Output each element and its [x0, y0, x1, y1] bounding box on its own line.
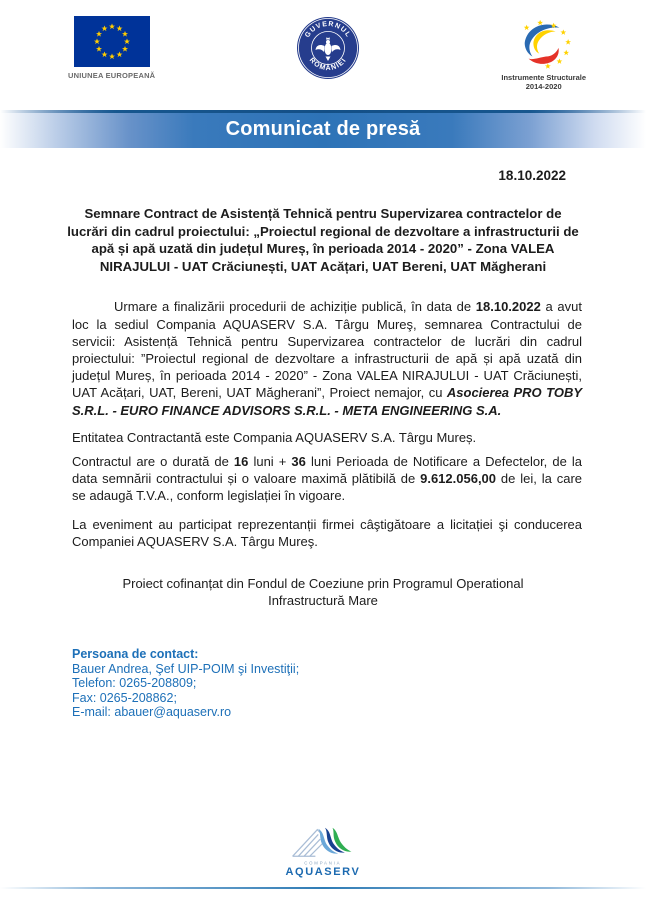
structural-instruments-line1: Instrumente Structurale: [501, 73, 586, 82]
paragraph-1: [0, 298, 646, 418]
structural-instruments-logo-block: [501, 16, 586, 91]
contact-heading: Persoana de contact:: [72, 647, 199, 662]
paragraph-2: Entitatea Contractantă este Compania AQUASERV S.A. Târgu Mureș.: [72, 429, 477, 445]
structural-instruments-label: [501, 73, 586, 91]
aquaserv-logo-block: [0, 824, 646, 878]
paragraph-3-text-3: luni Perioada de Notificare a Defectelor, de la data semnării contractului și o valoare maximă plătibilă de: [72, 454, 582, 487]
document-title: Semnare Contract de Asistență Tehnică pentru Supervizarea contractelor de lucrări din cadrul proiectului: „Proiectul regional de dezvoltare a infrastructurii de apă și apă uzată din județul Mureș, în perioada 2014 - 2020” - Zona VALEA NIRAJULUI - UAT Crăciunești, UAT Acățari, UAT Bereni, UAT Măgherani: [67, 206, 579, 274]
header-logos: [0, 0, 646, 110]
contact-email: E-mail: abauer@aquaserv.ro: [72, 705, 232, 720]
paragraph-1-text-2: a avut loc la sediul Compania AQUASERV S.A. Târgu Mureş, semnarea Contractului de servicii: Asistență Tehnică pentru Supervizarea contractelor de lucrări din cadrul proiectului: ”Proiectul regional de dezvoltare a infrastructurii de apă și apă uzată din județul Mureș, în perioada 2014 - 2020” - Zona VALEA NIRAJULUI - UAT Crăciunești, UAT Acățari, UAT, Bereni, UAT Măgherani”, Proiect nemajor, cu: [72, 299, 582, 401]
footer-divider-line: [0, 887, 646, 889]
paragraph-3: [0, 453, 646, 505]
document-date: 18.10.2022: [498, 168, 566, 183]
paragraph-4: La eveniment au participat reprezentanții firmei câştigătoare a licitației şi conducerea Companiei AQUASERV S.A. Târgu Mureş.: [72, 516, 582, 549]
notification-period-months: 36: [291, 454, 306, 469]
contact-block: [0, 647, 646, 720]
aquaserv-logo-name: AQUASERV: [285, 866, 361, 878]
structural-instruments-line2: 2014-2020: [525, 82, 562, 91]
eu-logo-block: [68, 16, 155, 80]
government-seal-top-text: GUVERNUL: [304, 20, 353, 40]
paragraph-3-text-2: luni +: [248, 454, 292, 469]
structural-instruments-icon: [504, 16, 584, 72]
paragraph-1-text: Urmare a finalizării procedurii de achiziție publică, în data de: [114, 299, 476, 315]
eu-flag-icon: [74, 16, 150, 67]
contact-fax: Fax: 0265-208862;: [72, 690, 177, 705]
contract-duration-months: 16: [233, 454, 249, 469]
paragraph-1-date: 18.10.2022: [475, 299, 541, 315]
press-release-banner: [0, 110, 646, 148]
contract-value: 9.612.056,00: [420, 471, 497, 487]
cofinancing-note: Proiect cofinanțat din Fondul de Coeziune prin Programul Operational Infrastructură Mare: [122, 576, 524, 609]
government-logo-block: [296, 16, 360, 80]
aquaserv-logo-small-text: COMPANIA: [304, 861, 342, 867]
government-seal-icon: [296, 16, 360, 80]
contact-phone: Telefon: 0265-208809;: [72, 676, 197, 691]
paragraph-3-text: Contractul are o durată de: [72, 454, 234, 469]
banner-title: Comunicat de presă: [225, 117, 421, 140]
paragraph-1-association: Asocierea PRO TOBY S.R.L. - EURO FINANCE ADVISORS S.R.L. - META ENGINEERING S.A.: [72, 385, 583, 418]
contact-person: Bauer Andrea, Şef UIP-POIM şi Investiţii;: [72, 661, 300, 676]
paragraph-3-text-4: de lei, la care se adaugă T.V.A., conform legislației în vigoare.: [72, 471, 583, 504]
aquaserv-logo-icon: [287, 824, 359, 862]
government-seal-bottom-text: ROMÂNIEI: [308, 56, 349, 73]
eu-flag-label: UNIUNEA EUROPEANĂ: [68, 71, 156, 80]
